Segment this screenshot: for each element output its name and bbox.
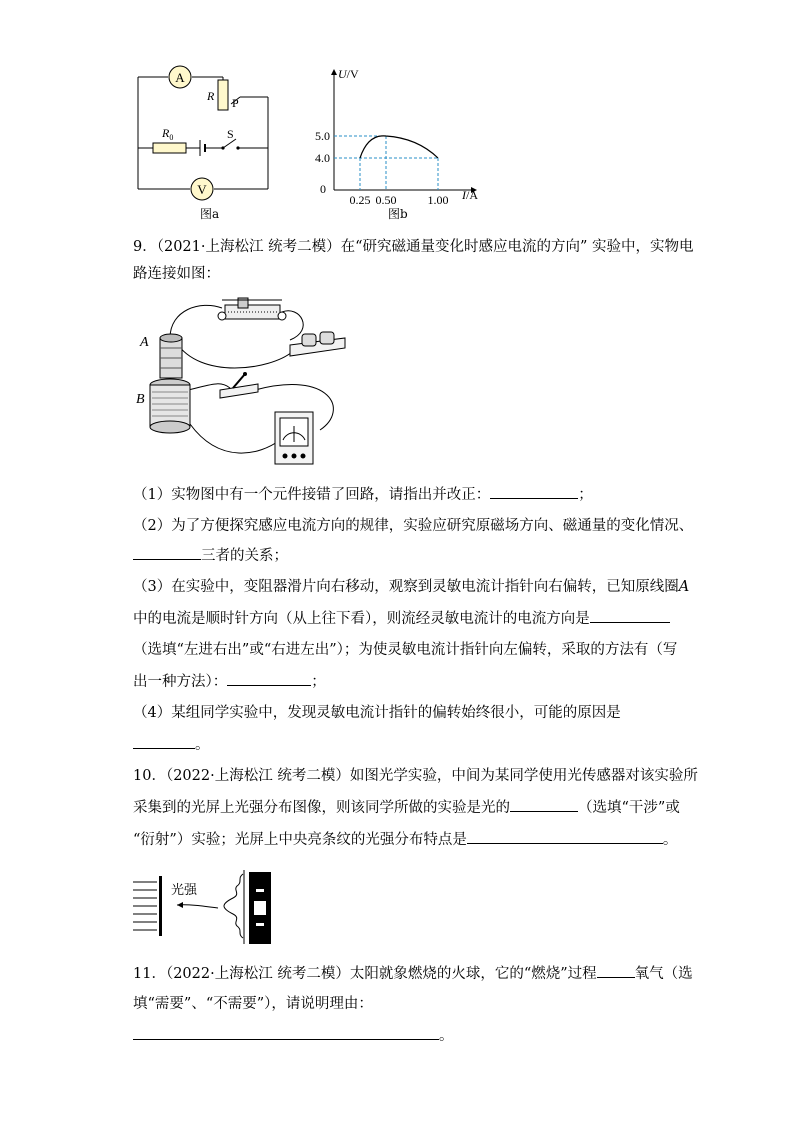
q10-line2: 采集到的光屏上光强分布图像，则该同学所做的实验是光的 （选填“干涉”或 [133, 797, 680, 818]
answer-blank[interactable] [227, 671, 311, 686]
optics-figure [133, 868, 283, 950]
q9-part3-line2: 中的电流是顺时针方向（从上往下看），则流经灵敏电流计的电流方向是 [133, 608, 670, 629]
q11-line3: 。 [133, 1025, 454, 1046]
u-i-graph [310, 62, 490, 207]
intensity-distribution-curve [224, 874, 243, 938]
r0-resistor-symbol [153, 143, 186, 153]
coil-b [150, 379, 190, 433]
answer-blank[interactable] [590, 608, 670, 623]
switch-contact [221, 146, 224, 149]
battery-symbol [200, 140, 205, 156]
answer-blank[interactable] [490, 484, 578, 499]
r0-label: $R_0$ [162, 126, 174, 142]
central-bright-fringe [254, 901, 266, 915]
switch-contact [236, 146, 239, 149]
induction-apparatus-figure [130, 290, 350, 475]
light-intensity-label: 光强 [171, 882, 198, 897]
slit-barrier [159, 876, 162, 936]
ammeter-label: A [175, 70, 185, 85]
q9-part1: （1）实物图中有一个元件接错了回路，请指出并改正： ； [133, 484, 593, 505]
galvanometer [275, 412, 313, 464]
y-tick-label: 4.0 [315, 151, 330, 165]
q10-line1: 10．（2022·上海松江 统考二模）如图光学实验，中间为某同学使用光传感器对该实验所 [133, 768, 698, 784]
y-tick-label: 5.0 [315, 129, 330, 143]
q9-part2-line1: （2）为了方便探究感应电流方向的规律，实验应研究原磁场方向、磁通量的变化情况、 [133, 518, 694, 534]
circuit-diagram [128, 62, 278, 222]
figure-a-caption: 图a [200, 207, 220, 221]
answer-blank[interactable] [467, 829, 663, 844]
coil-b-label: B [136, 392, 145, 407]
answer-blank[interactable] [133, 734, 195, 749]
answer-blank[interactable] [510, 797, 578, 812]
figure-b-caption: 图b [388, 207, 408, 221]
coil-a-label: A [140, 335, 149, 350]
u-i-curve [360, 136, 438, 158]
x-tick-label: 1.00 [427, 193, 449, 207]
q9-part3-line3: （选填“左进右出”或“右进左出”）；为使灵敏电流计指针向左偏转，采取的方法有（写 [133, 642, 678, 658]
sliding-rheostat [218, 298, 286, 320]
q9-part3-line4: 出一种方法）： ； [133, 671, 326, 692]
origin-label: 0 [320, 182, 326, 196]
x-tick-label: 0.50 [375, 193, 397, 207]
wire [190, 424, 280, 453]
x-axis-label: I/A [462, 188, 478, 202]
coil-a [160, 334, 182, 378]
q9-part3-line1: （3）在实验中，变阻器滑片向右移动，观察到灵敏电流计指针向右偏转，已知原线圈A [133, 579, 690, 595]
wire [176, 342, 292, 368]
bright-fringe [256, 923, 264, 926]
q9-part4-line2: 。 [133, 734, 210, 755]
q10-line3: “衍射”）实验；光屏上中央亮条纹的光强分布特点是 。 [133, 829, 677, 850]
answer-blank[interactable] [133, 1025, 439, 1040]
light-rays [133, 882, 157, 930]
slider-label: P [232, 96, 239, 110]
rheostat-label: R [207, 89, 215, 103]
answer-blank[interactable] [597, 963, 635, 978]
wire [170, 305, 222, 338]
switch-label: S [227, 127, 234, 141]
q9-intro-line1: 9．（2021·上海松江 统考二模）在“研究磁通量变化时感应电流的方向” 实验中，实物电 [133, 239, 694, 255]
q9-part4-line1: （4）某组同学实验中，发现灵敏电流计指针的偏转始终很小，可能的原因是 [133, 705, 621, 721]
x-tick-label: 0.25 [349, 193, 371, 207]
rheostat-symbol [218, 80, 228, 110]
q11-line1: 11．（2022·上海松江 统考二模）太阳就象燃烧的火球，它的“燃烧”过程 氧气（选 [133, 963, 693, 984]
q9-part2-line2: 三者的关系； [133, 545, 288, 566]
voltmeter-label: V [197, 182, 207, 197]
y-axis-label: U/V [338, 67, 359, 81]
q9-intro-line2: 路连接如图： [133, 266, 220, 282]
answer-blank[interactable] [133, 545, 201, 560]
q11-line2: 填“需要”、“不需要”），请说明理由： [133, 996, 373, 1012]
bright-fringe [256, 889, 264, 892]
